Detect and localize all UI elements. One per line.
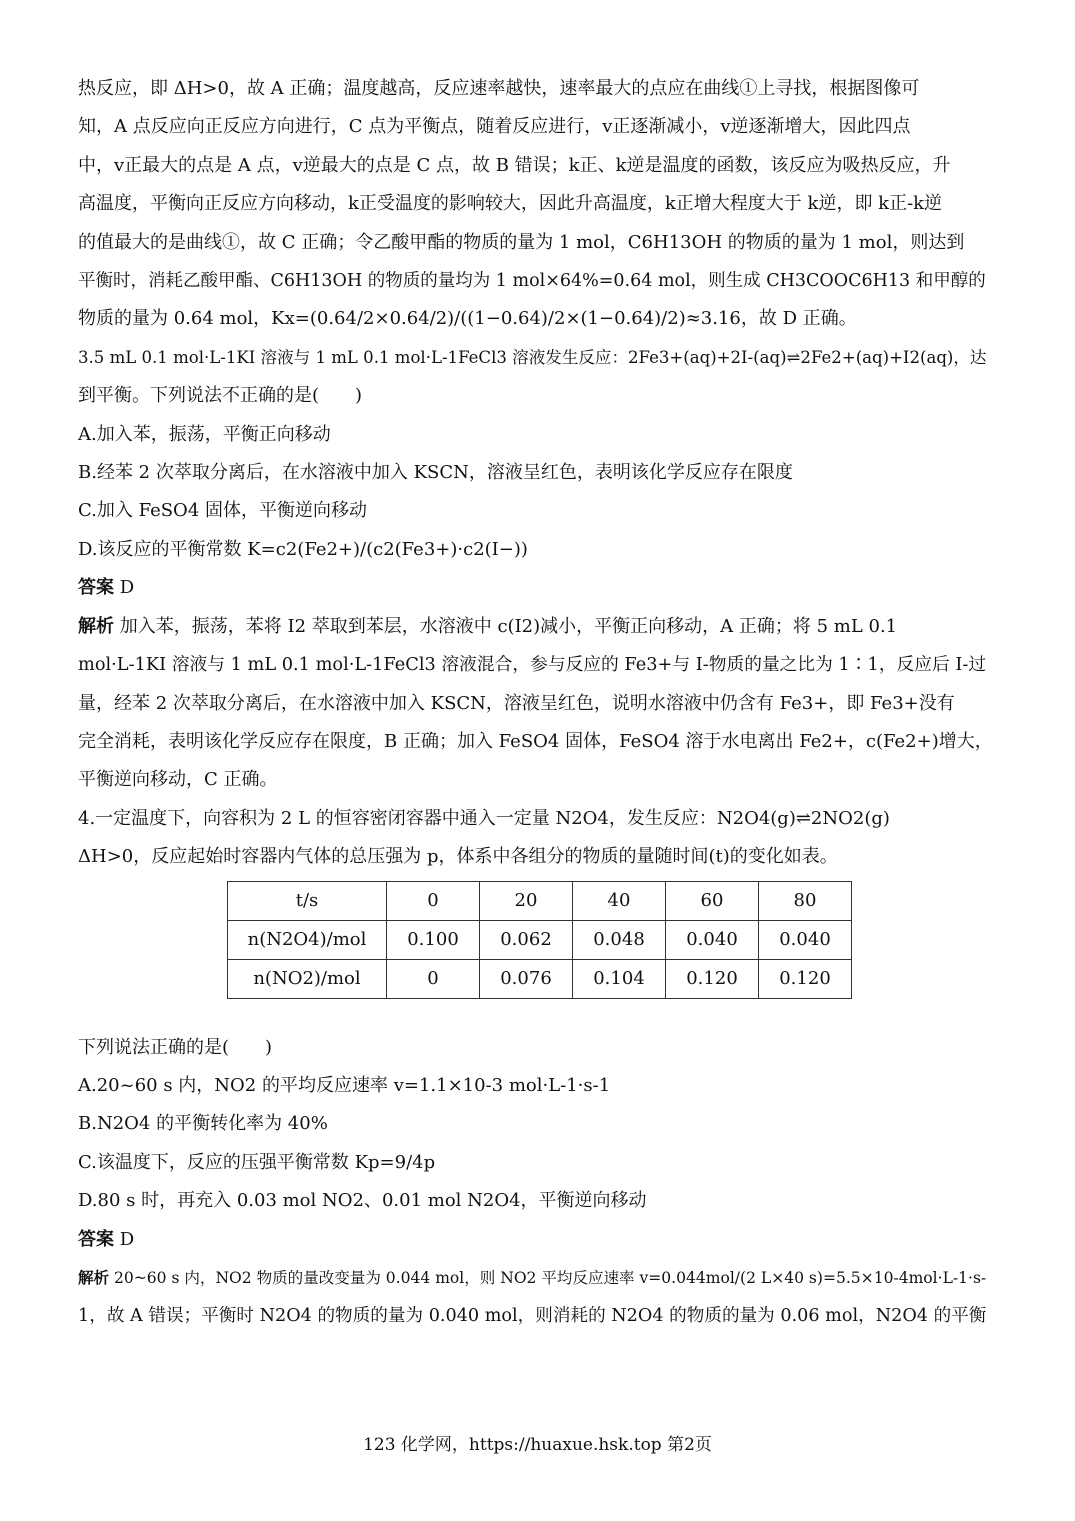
analysis-line: 平衡逆向移动，C 正确。 [78,769,278,791]
question-stem: 4.一定温度下，向容积为 2 L 的恒容密闭容器中通入一定量 N2O4，发生反应：N2O4(g)⇌2NO2(g) [78,807,890,829]
question-stem: ΔH>0，反应起始时容器内气体的总压强为 p，体系中各组分的物质的量随时间(t)的变化如表。 [78,846,838,868]
table-cell: 0.100 [387,920,480,959]
text-line: 的值最大的是曲线①，故 C 正确；令乙酸甲酯的物质的量为 1 mol，C6H13OH 的物质的量为 1 mol，则达到 [78,231,965,253]
question-stem: 到平衡。下列说法不正确的是( ) [78,385,363,407]
option-b: B.N2O4 的平衡转化率为 40% [78,1113,328,1135]
table-cell: 20 [480,881,573,920]
text-line: 高温度，平衡向正反应方向移动，k正受温度的影响较大，因此升高温度，k正增大程度大于 k逆，即 k正-k逆 [78,193,943,215]
table-cell: 0 [387,881,480,920]
text-line: 平衡时，消耗乙酸甲酯、C6H13OH 的物质的量均为 1 mol×64%=0.64 mol，则生成 CH3COOC6H13 和甲醇的 [78,271,986,292]
table-row [228,881,852,920]
spacer [78,999,996,1029]
answer-value: D [119,1228,135,1250]
option-a: A.20~60 s 内，NO2 的平均反应速率 v=1.1×10-3 mol·L-1·s-1 [78,1074,611,1096]
text-line: 中，v正最大的点是 A 点，v逆最大的点是 C 点，故 B 错误；k正、k逆是温度的函数，该反应为吸热反应，升 [78,154,951,176]
option-a: A.加入苯，振荡，平衡正向移动 [78,423,331,445]
page-footer: 123 化学网，https://huaxue.hsk.top 第2页 [363,1435,712,1455]
table-cell: 0.040 [666,920,759,959]
text-line: 知，A 点反应向正反应方向进行，C 点为平衡点，随着反应进行，v正逐渐减小，v逆逐渐增大，因此四点 [78,116,911,138]
table-cell: t/s [228,881,387,920]
option-d: D.80 s 时，再充入 0.03 mol NO2、0.01 mol N2O4，平衡逆向移动 [78,1190,647,1212]
answer-line [78,569,996,607]
text-line: 热反应，即 ΔH>0，故 A 正确；温度越高，反应速率越快，速率最大的点应在曲线①上寻找，根据图像可 [78,78,920,99]
analysis-line: 量，经苯 2 次萃取分离后，在水溶液中加入 KSCN，溶液呈红色，说明水溶液中仍含有 Fe3+，即 Fe3+没有 [78,692,955,714]
data-table [227,881,852,999]
option-c: C.该温度下，反应的压强平衡常数 Kp=9/4p [78,1151,436,1173]
answer-line [78,1221,996,1259]
answer-label: 答案 [78,577,114,599]
table-cell: 80 [759,881,852,920]
table-cell: 0.040 [759,920,852,959]
option-b: B.经苯 2 次萃取分离后，在水溶液中加入 KSCN，溶液呈红色，表明该化学反应存在限度 [78,462,793,484]
q2-explanation [78,70,996,339]
analysis-line: 1，故 A 错误；平衡时 N2O4 的物质的量为 0.040 mol，则消耗的 N2O4 的物质的量为 0.06 mol，N2O4 的平衡 [78,1306,987,1327]
analysis-label: 解析 [78,1267,110,1287]
option-c: C.加入 FeSO4 固体，平衡逆向移动 [78,500,367,522]
question-4 [78,800,996,1336]
analysis-label: 解析 [78,615,114,637]
table-cell: 0.104 [573,959,666,998]
question-prompt: 下列说法正确的是( ) [78,1036,273,1058]
table-cell: 0.076 [480,959,573,998]
table-cell: 0.120 [759,959,852,998]
table-cell: 0 [387,959,480,998]
data-table-wrapper [227,881,996,999]
analysis-line: mol·L-1KI 溶液与 1 mL 0.1 mol·L-1FeCl3 溶液混合，参与反应的 Fe3+与 I-物质的量之比为 1∶1，反应后 I-过 [78,655,987,676]
analysis-text: 20~60 s 内，NO2 物质的量改变量为 0.044 mol，则 NO2 平均反应速率 v=0.044mol/(2 L×40 s)=5.5×10-4mol·L-1·s- [114,1268,987,1287]
table-cell: 0.120 [666,959,759,998]
analysis-text: 加入苯，振荡，苯将 I2 萃取到苯层，水溶液中 c(I2)减小，平衡正向移动，A 正确；将 5 mL 0.1 [119,615,898,637]
table-cell: 60 [666,881,759,920]
table-row [228,959,852,998]
table-cell: 40 [573,881,666,920]
text-line: 物质的量为 0.64 mol，Kx=(0.64/2×0.64/2)/((1−0.64)/2×(1−0.64)/2)≈3.16，故 D 正确。 [78,308,857,330]
page-body [78,70,996,1336]
answer-value: D [119,577,135,599]
table-cell: 0.062 [480,920,573,959]
analysis-line [78,1259,996,1297]
table-cell: n(N2O4)/mol [228,920,387,959]
question-3 [78,339,996,800]
answer-label: 答案 [78,1228,114,1250]
table-cell: 0.048 [573,920,666,959]
table-row [228,920,852,959]
table-cell: n(NO2)/mol [228,959,387,998]
question-stem: 3.5 mL 0.1 mol·L-1KI 溶液与 1 mL 0.1 mol·L-1FeCl3 溶液发生反应：2Fe3+(aq)+2I-(aq)⇌2Fe2+(aq)+I2(aq)，达 [78,347,987,367]
analysis-line [78,608,996,646]
analysis-line: 完全消耗，表明该化学反应存在限度，B 正确；加入 FeSO4 固体，FeSO4 溶于水电离出 Fe2+，c(Fe2+)增大， [78,730,993,752]
option-d: D.该反应的平衡常数 K=c2(Fe2+)/(c2(Fe3+)·c2(I−)) [78,538,528,560]
